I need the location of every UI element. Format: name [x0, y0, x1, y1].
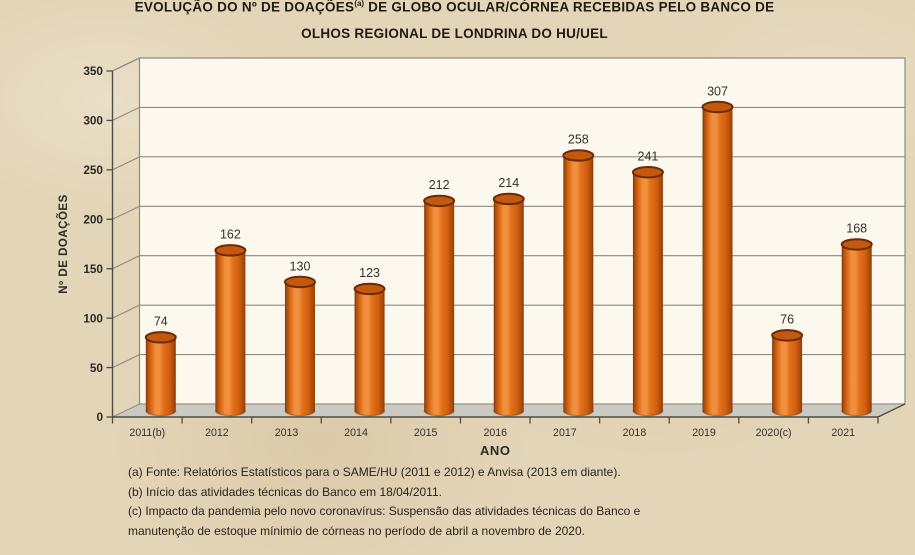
bar-top-2013 [285, 277, 315, 287]
bar-2017 [563, 155, 593, 415]
bar-top-2012 [215, 245, 245, 255]
footnote-b: (b) Início das atividades técnicas do Banco em 18/04/2011. [128, 484, 442, 499]
bar-value-label-2020(c): 76 [780, 312, 795, 327]
bar-2020(c) [772, 335, 802, 415]
x-tick-label-2012: 2012 [205, 427, 229, 439]
bar-2021 [842, 244, 872, 415]
y-tick-label-250: 250 [83, 163, 103, 178]
bar-top-2011(b) [146, 332, 176, 342]
bar-top-2020(c) [772, 330, 802, 340]
chart-title-line1-text: EVOLUÇÃO DO Nº DE DOAÇÕES [134, 0, 355, 15]
sidewall-gridline-100 [113, 305, 140, 318]
bar-top-2018 [633, 167, 663, 177]
bar-value-label-2012: 162 [219, 227, 241, 242]
bar-2012 [215, 250, 245, 415]
sidewall-gridline-50 [113, 355, 140, 368]
x-tick-label-2020(c): 2020(c) [755, 427, 792, 439]
x-tick-label-2015: 2015 [413, 427, 438, 439]
x-tick-label-2017: 2017 [553, 427, 577, 439]
sidewall-gridline-150 [113, 256, 140, 269]
y-axis-title: Nº DE DOAÇÕES [58, 194, 70, 294]
sidewall-gridline-200 [113, 206, 140, 219]
x-axis-title: ANO [480, 443, 511, 458]
bar-top-2015 [424, 196, 454, 206]
chart-title-footnote-marker: (a) [354, 0, 365, 8]
bar-top-2016 [494, 194, 524, 204]
x-tick-label-2014: 2014 [344, 427, 368, 439]
top-left-depth-edge [113, 58, 140, 71]
bar-2015 [424, 201, 454, 416]
y-tick-label-300: 300 [83, 113, 103, 128]
y-tick-label-50: 50 [89, 360, 103, 375]
x-tick-label-2021: 2021 [831, 427, 855, 439]
footnote-a: (a) Fonte: Relatórios Estatísticos para o SAME/HU (2011 e 2012) e Anvisa (2013 em diante). [128, 465, 621, 479]
bar-2014 [355, 289, 385, 416]
chart-footnotes [128, 463, 808, 541]
x-tick-label-2019: 2019 [692, 427, 716, 439]
bar-value-label-2011(b): 74 [153, 314, 168, 329]
x-tick-label-2018: 2018 [622, 427, 647, 439]
sidewall-gridline-250 [113, 157, 140, 170]
y-tick-label-0: 0 [96, 410, 103, 425]
bar-2013 [285, 282, 315, 416]
bar-top-2019 [703, 102, 733, 112]
footnote-c-continued: manutenção de estoque mínimio de córneas no período de abril a novembro de 2020. [128, 523, 585, 538]
y-tick-label-150: 150 [83, 261, 103, 276]
footnote-c: (c) Impacto da pandemia pelo novo coronavírus: Suspensão das atividades técnicas do Banco e [128, 504, 641, 518]
bar-2011(b) [146, 337, 176, 415]
x-tick-label-2011(b): 2011(b) [129, 427, 166, 439]
bar-top-2014 [355, 284, 385, 294]
bar-value-label-2021: 168 [846, 221, 868, 236]
bar-2016 [494, 199, 524, 416]
y-tick-label-100: 100 [83, 311, 103, 326]
bar-2019 [703, 107, 733, 416]
chart-title-line1-cont: DE GLOBO OCULAR/CÓRNEA RECEBIDAS PELO BANCO DE [364, 0, 775, 15]
bar-value-label-2015: 212 [428, 178, 450, 193]
x-tick-label-2013: 2013 [274, 427, 299, 439]
bar-value-label-2019: 307 [707, 84, 728, 99]
sidewall-gridline-300 [113, 107, 140, 120]
y-tick-label-200: 200 [83, 212, 103, 227]
bar-value-label-2018: 241 [637, 149, 659, 164]
y-tick-label-350: 350 [83, 64, 103, 79]
bar-value-label-2013: 130 [289, 259, 311, 274]
bar-2018 [633, 172, 663, 415]
bar-value-label-2017: 258 [567, 132, 589, 147]
bar-value-label-2016: 214 [498, 176, 520, 191]
bar-value-label-2014: 123 [359, 266, 380, 281]
x-tick-label-2016: 2016 [483, 427, 508, 439]
chart-title-line2: OLHOS REGIONAL DE LONDRINA DO HU/UEL [301, 25, 608, 41]
bar-top-2021 [842, 239, 872, 249]
bar-top-2017 [563, 150, 593, 160]
